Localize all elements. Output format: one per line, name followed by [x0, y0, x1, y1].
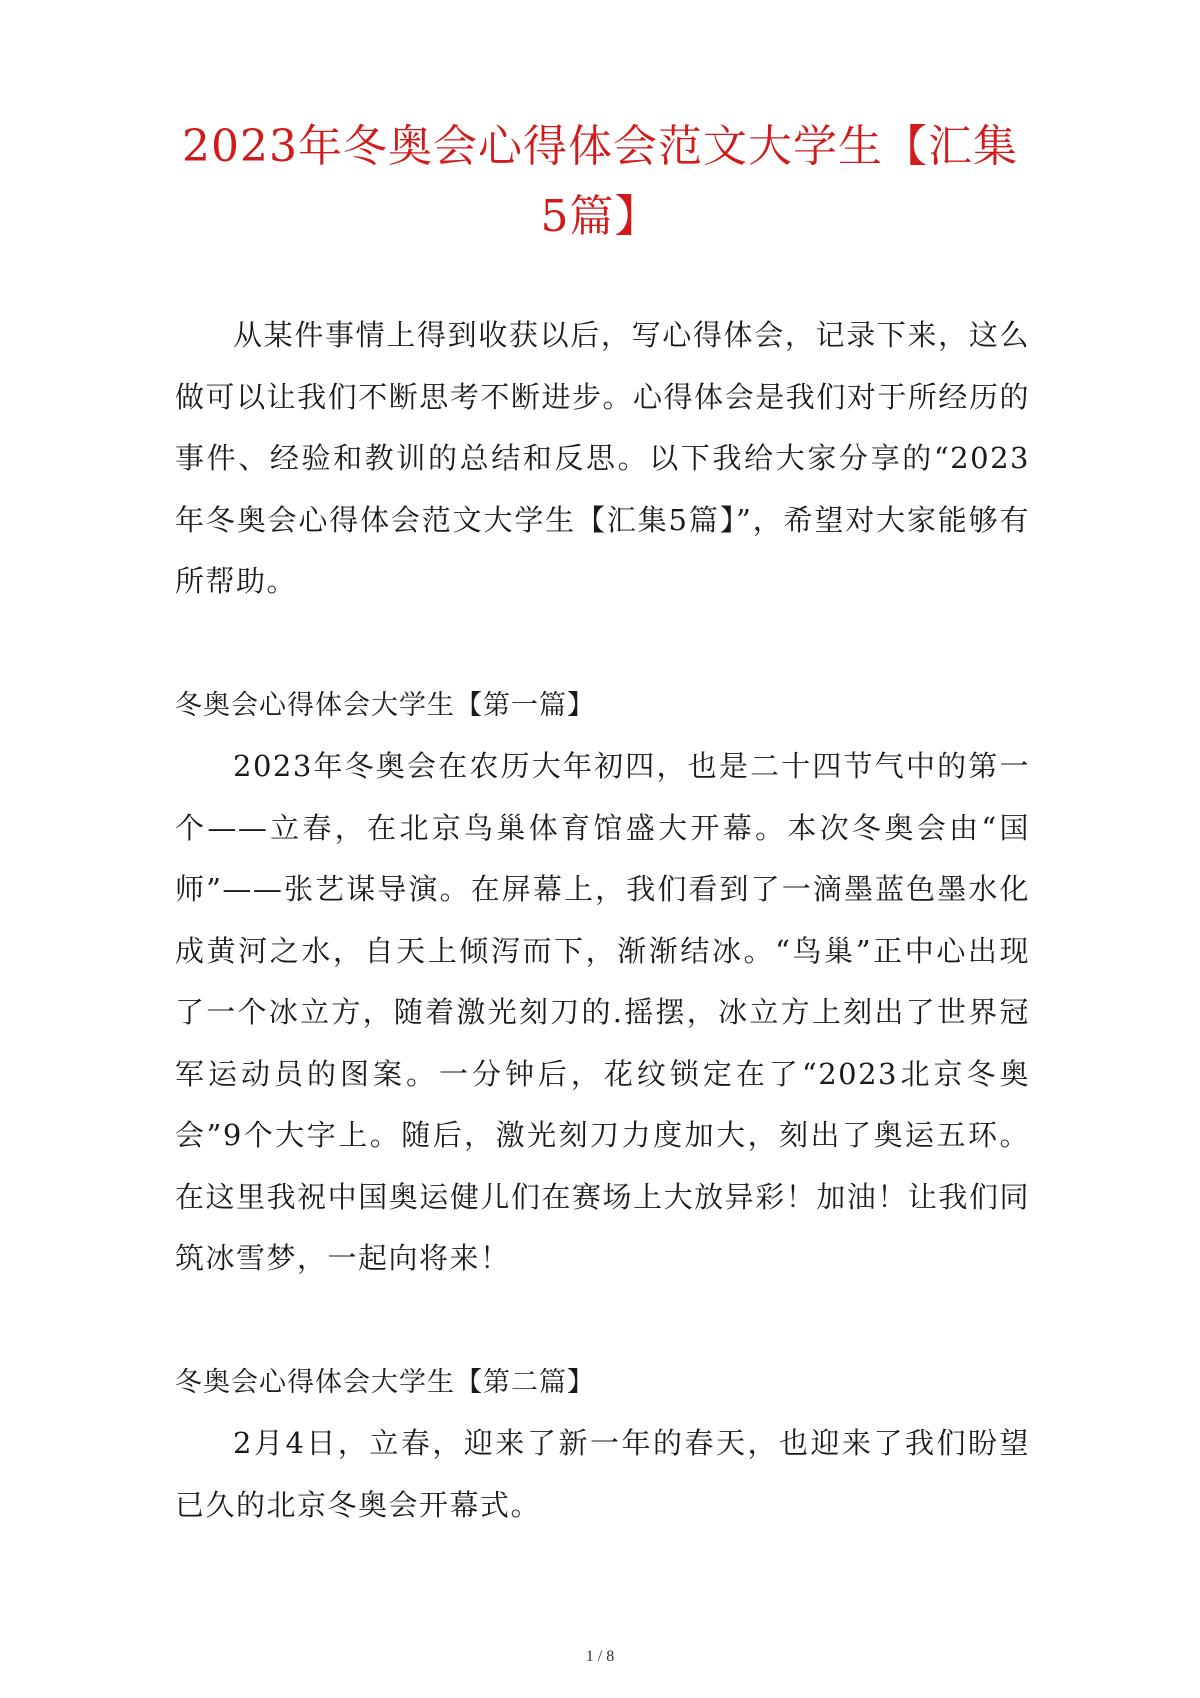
page-number: 1 / 8	[585, 1648, 615, 1665]
section-heading-2: 冬奥会心得体会大学生【第二篇】	[175, 1366, 595, 1398]
spacer	[175, 613, 1030, 675]
section-heading-1: 冬奥会心得体会大学生【第一篇】	[175, 689, 595, 721]
spacer	[175, 1290, 1030, 1352]
intro-paragraph: 从某件事情上得到收获以后，写心得体会，记录下来，这么做可以让我们不断思考不断进步。心得体会是我们对于所经历的事件、经验和教训的总结和反思。以下我给大家分享的“2023年冬奥会心得体会范文大学生【汇集5篇】”，希望对大家能够有所帮助。	[175, 318, 1030, 598]
document-title: 2023年冬奥会心得体会范文大学生【汇集5篇】	[182, 121, 1018, 242]
document-body	[175, 305, 1030, 1536]
section-body-2: 2月4日，立春，迎来了新一年的春天，也迎来了我们盼望已久的北京冬奥会开幕式。	[175, 1426, 1030, 1522]
section-body-1: 2023年冬奥会在农历大年初四，也是二十四节气中的第一个——立春，在北京鸟巢体育馆盛大开幕。本次冬奥会由“国师”——张艺谋导演。在屏幕上，我们看到了一滴墨蓝色墨水化成黄河之水，自天上倾泻而下，渐渐结冰。“鸟巢”正中心出现了一个冰立方，随着激光刻刀的.摇摆，冰立方上刻出了世界冠军运动员的图案。一分钟后，花纹锁定在了“2023北京冬奥会”9个大字上。随后，激光刻刀力度加大，刻出了奥运五环。在这里我祝中国奥运健儿们在赛场上大放异彩！加油！让我们同筑冰雪梦，一起向将来！	[175, 749, 1030, 1275]
